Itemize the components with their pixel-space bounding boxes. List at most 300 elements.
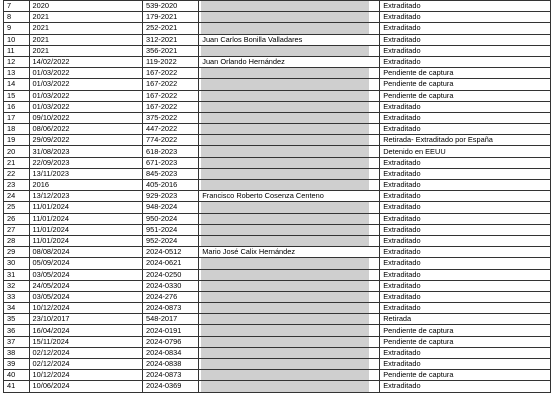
row-number-cell	[4, 168, 30, 179]
status-cell	[380, 280, 551, 291]
row-number-cell-text: 20	[7, 146, 16, 156]
date-cell	[29, 68, 142, 79]
redaction-block	[201, 79, 369, 89]
redaction-block	[201, 270, 369, 280]
date-cell-text: 01/03/2022	[32, 79, 70, 89]
date-cell	[29, 79, 142, 90]
table-row	[4, 258, 551, 269]
date-cell	[29, 112, 142, 123]
status-cell-text: Extraditado	[383, 213, 421, 223]
table-row	[4, 213, 551, 224]
date-cell-text: 02/12/2024	[32, 347, 70, 357]
case-number-cell-text: 2024-0873	[146, 303, 182, 313]
date-cell	[29, 1, 142, 12]
status-cell	[380, 180, 551, 191]
row-number-cell	[4, 280, 30, 291]
date-cell	[29, 56, 142, 67]
name-cell	[199, 303, 380, 314]
row-number-cell-text: 29	[7, 247, 16, 257]
row-number-cell-text: 11	[7, 45, 15, 55]
case-number-cell	[143, 124, 199, 135]
table-row	[4, 79, 551, 90]
status-cell-text: Extraditado	[383, 258, 421, 268]
redaction-block	[201, 158, 369, 168]
row-number-cell	[4, 23, 30, 34]
case-number-cell	[143, 269, 199, 280]
case-number-cell	[143, 247, 199, 258]
case-number-cell-text: 539-2020	[146, 1, 178, 11]
case-number-cell-text: 2024-0621	[146, 258, 182, 268]
case-number-cell-text: 948-2024	[146, 202, 178, 212]
status-cell	[380, 1, 551, 12]
date-cell	[29, 359, 142, 370]
redaction-block	[201, 68, 369, 78]
date-cell	[29, 146, 142, 157]
case-number-cell	[143, 191, 199, 202]
table-row	[4, 23, 551, 34]
name-cell	[199, 269, 380, 280]
name-cell	[199, 258, 380, 269]
status-cell-text: Extraditado	[383, 236, 421, 246]
table-row	[4, 347, 551, 358]
status-cell-text: Pendiente de captura	[383, 90, 454, 100]
case-number-cell	[143, 381, 199, 392]
date-cell	[29, 202, 142, 213]
name-cell	[199, 370, 380, 381]
table-row	[4, 34, 551, 45]
row-number-cell	[4, 79, 30, 90]
name-cell	[199, 280, 380, 291]
case-number-cell-text: 2024-0834	[146, 347, 182, 357]
name-cell	[199, 112, 380, 123]
date-cell	[29, 336, 142, 347]
case-number-cell-text: 167-2022	[146, 79, 178, 89]
case-number-cell-text: 2024-0369	[146, 381, 182, 391]
redaction-block	[201, 23, 369, 33]
row-number-cell-text: 19	[7, 135, 16, 145]
row-number-cell-text: 23	[7, 180, 16, 190]
status-cell	[380, 23, 551, 34]
status-cell	[380, 112, 551, 123]
name-cell	[199, 180, 380, 191]
row-number-cell-text: 13	[7, 68, 16, 78]
row-number-cell	[4, 12, 30, 23]
date-cell	[29, 280, 142, 291]
date-cell-text: 2016	[32, 180, 49, 190]
name-cell	[199, 34, 380, 45]
date-cell-text: 02/12/2024	[32, 359, 70, 369]
status-cell	[380, 146, 551, 157]
date-cell	[29, 90, 142, 101]
name-cell	[199, 1, 380, 12]
row-number-cell-text: 34	[7, 303, 16, 313]
redaction-block	[201, 292, 369, 302]
date-cell	[29, 247, 142, 258]
row-number-cell	[4, 291, 30, 302]
redaction-block	[201, 325, 369, 335]
case-number-cell	[143, 291, 199, 302]
status-cell	[380, 359, 551, 370]
case-number-cell	[143, 359, 199, 370]
case-number-cell	[143, 325, 199, 336]
case-number-cell	[143, 79, 199, 90]
status-cell-text: Extraditado	[383, 347, 421, 357]
name-cell	[199, 135, 380, 146]
table-row	[4, 269, 551, 280]
status-cell-text: Extraditado	[383, 202, 421, 212]
status-cell	[380, 314, 551, 325]
row-number-cell	[4, 112, 30, 123]
case-number-cell-text: 2024-0250	[146, 269, 182, 279]
status-cell-text: Extraditado	[383, 168, 421, 178]
case-number-cell	[143, 314, 199, 325]
case-number-cell-text: 119-2022	[146, 57, 177, 67]
case-number-cell	[143, 90, 199, 101]
status-cell	[380, 79, 551, 90]
date-cell-text: 01/03/2022	[32, 68, 70, 78]
row-number-cell-text: 35	[7, 314, 16, 324]
date-cell-text: 11/01/2024	[32, 224, 69, 234]
table-row	[4, 291, 551, 302]
row-number-cell-text: 17	[7, 112, 16, 122]
status-cell	[380, 269, 551, 280]
status-cell	[380, 325, 551, 336]
row-number-cell-text: 22	[7, 168, 16, 178]
case-number-cell	[143, 280, 199, 291]
date-cell-text: 11/01/2024	[32, 202, 69, 212]
table-row	[4, 157, 551, 168]
date-cell	[29, 325, 142, 336]
case-number-cell-text: 929-2023	[146, 191, 178, 201]
row-number-cell	[4, 202, 30, 213]
name-cell	[199, 359, 380, 370]
name-cell	[199, 146, 380, 157]
row-number-cell	[4, 135, 30, 146]
name-cell	[199, 79, 380, 90]
case-number-cell	[143, 68, 199, 79]
row-number-cell-text: 12	[7, 57, 16, 67]
status-cell	[380, 202, 551, 213]
row-number-cell-text: 39	[7, 359, 16, 369]
case-number-cell	[143, 370, 199, 381]
redaction-block	[201, 236, 369, 246]
status-cell	[380, 224, 551, 235]
name-cell	[199, 347, 380, 358]
case-number-cell	[143, 258, 199, 269]
table-row	[4, 247, 551, 258]
row-number-cell	[4, 235, 30, 246]
status-cell	[380, 381, 551, 392]
row-number-cell	[4, 303, 30, 314]
case-number-cell-text: 2024-0838	[146, 359, 182, 369]
date-cell	[29, 370, 142, 381]
row-number-cell	[4, 68, 30, 79]
status-cell-text: Extraditado	[383, 303, 421, 313]
status-cell-text: Detenido en EEUU	[383, 146, 446, 156]
name-cell	[199, 247, 380, 258]
status-cell	[380, 135, 551, 146]
case-number-cell	[143, 224, 199, 235]
row-number-cell-text: 28	[7, 236, 16, 246]
case-number-cell-text: 952-2024	[146, 236, 178, 246]
status-cell-text: Extraditado	[383, 12, 421, 22]
date-cell-text: 11/01/2024	[32, 213, 69, 223]
row-number-cell	[4, 45, 30, 56]
row-number-cell	[4, 336, 30, 347]
case-number-cell	[143, 45, 199, 56]
status-cell	[380, 90, 551, 101]
date-cell-text: 13/11/2023	[32, 168, 69, 178]
table-row	[4, 112, 551, 123]
date-cell	[29, 347, 142, 358]
case-number-cell-text: 2024-0330	[146, 280, 182, 290]
status-cell-text: Retirada- Extraditado por España	[383, 135, 493, 145]
date-cell	[29, 269, 142, 280]
status-cell	[380, 12, 551, 23]
row-number-cell-text: 30	[7, 258, 16, 268]
status-cell	[380, 34, 551, 45]
case-number-cell	[143, 12, 199, 23]
name-cell-text: Juan Carlos Bonilla Valladares	[202, 34, 303, 44]
name-cell-text: Francisco Roberto Cosenza Centeno	[202, 191, 324, 201]
table-row	[4, 370, 551, 381]
case-number-cell-text: 375-2022	[146, 112, 178, 122]
status-cell-text: Extraditado	[383, 124, 421, 134]
case-number-cell-text: 405-2016	[146, 180, 178, 190]
row-number-cell-text: 38	[7, 347, 16, 357]
name-cell	[199, 12, 380, 23]
case-number-cell	[143, 157, 199, 168]
row-number-cell-text: 7	[7, 1, 12, 11]
case-number-cell	[143, 135, 199, 146]
table-row	[4, 325, 551, 336]
name-cell-text: Mario José Calix Hernández	[202, 247, 296, 257]
case-number-cell-text: 167-2022	[146, 68, 178, 78]
case-number-cell-text: 548-2017	[146, 314, 178, 324]
date-cell-text: 23/10/2017	[32, 314, 70, 324]
row-number-cell	[4, 381, 30, 392]
redaction-block	[201, 169, 369, 179]
status-cell-text: Extraditado	[383, 224, 421, 234]
row-number-cell-text: 33	[7, 291, 16, 301]
date-cell	[29, 235, 142, 246]
date-cell-text: 05/09/2024	[32, 258, 70, 268]
row-number-cell-text: 25	[7, 202, 16, 212]
name-cell	[199, 101, 380, 112]
name-cell	[199, 381, 380, 392]
table-row	[4, 180, 551, 191]
date-cell-text: 2021	[32, 45, 49, 55]
status-cell	[380, 235, 551, 246]
row-number-cell-text: 8	[7, 12, 12, 22]
table-row	[4, 1, 551, 12]
table-row	[4, 12, 551, 23]
case-number-cell	[143, 168, 199, 179]
status-cell	[380, 347, 551, 358]
status-cell-text: Extraditado	[383, 157, 421, 167]
table-row	[4, 168, 551, 179]
status-cell	[380, 247, 551, 258]
date-cell-text: 22/09/2023	[32, 157, 70, 167]
status-cell-text: Extraditado	[383, 23, 421, 33]
case-number-cell-text: 356-2021	[146, 45, 178, 55]
case-number-cell	[143, 303, 199, 314]
status-cell	[380, 101, 551, 112]
row-number-cell	[4, 224, 30, 235]
status-cell	[380, 45, 551, 56]
case-number-cell-text: 167-2022	[146, 90, 178, 100]
case-number-cell-text: 950-2024	[146, 213, 178, 223]
status-cell-text: Extraditado	[383, 280, 421, 290]
date-cell	[29, 45, 142, 56]
date-cell	[29, 381, 142, 392]
date-cell	[29, 168, 142, 179]
redaction-block	[201, 202, 369, 212]
row-number-cell-text: 24	[7, 191, 16, 201]
status-cell-text: Retirada	[383, 314, 412, 324]
name-cell	[199, 23, 380, 34]
row-number-cell-text: 32	[7, 280, 16, 290]
date-cell-text: 15/11/2024	[32, 336, 69, 346]
status-cell-text: Extraditado	[383, 45, 421, 55]
name-cell-text: Juan Orlando Hernández	[202, 57, 285, 67]
row-number-cell	[4, 1, 30, 12]
status-cell-text: Pendiente de captura	[383, 325, 454, 335]
case-number-cell	[143, 1, 199, 12]
status-cell-text: Pendiente de captura	[383, 68, 454, 78]
status-cell-text: Pendiente de captura	[383, 336, 454, 346]
date-cell-text: 2021	[32, 12, 49, 22]
name-cell	[199, 235, 380, 246]
row-number-cell-text: 16	[7, 101, 16, 111]
redaction-block	[201, 381, 369, 391]
date-cell-text: 10/06/2024	[32, 381, 70, 391]
row-number-cell-text: 21	[7, 157, 16, 167]
row-number-cell-text: 10	[7, 34, 16, 44]
row-number-cell	[4, 191, 30, 202]
name-cell	[199, 291, 380, 302]
name-cell	[199, 191, 380, 202]
table-row	[4, 146, 551, 157]
redaction-block	[201, 258, 369, 268]
redaction-block	[201, 348, 369, 358]
status-cell	[380, 124, 551, 135]
case-number-cell	[143, 180, 199, 191]
date-cell	[29, 124, 142, 135]
table-row	[4, 224, 551, 235]
date-cell-text: 09/10/2022	[32, 112, 70, 122]
status-cell	[380, 68, 551, 79]
name-cell	[199, 336, 380, 347]
date-cell-text: 08/08/2024	[32, 247, 70, 257]
case-number-cell-text: 951-2024	[146, 224, 178, 234]
redaction-block	[201, 314, 369, 324]
case-number-cell-text: 671-2023	[146, 157, 178, 167]
case-number-cell-text: 252-2021	[146, 23, 178, 33]
redaction-block	[201, 46, 369, 56]
row-number-cell-text: 40	[7, 370, 16, 380]
status-cell	[380, 157, 551, 168]
table-row	[4, 235, 551, 246]
status-cell	[380, 336, 551, 347]
row-number-cell	[4, 325, 30, 336]
case-number-cell	[143, 56, 199, 67]
date-cell	[29, 314, 142, 325]
status-cell-text: Extraditado	[383, 57, 421, 67]
table-row	[4, 303, 551, 314]
case-number-cell-text: 2024-0512	[146, 247, 182, 257]
case-number-cell-text: 2024-0796	[146, 336, 182, 346]
name-cell	[199, 325, 380, 336]
name-cell	[199, 168, 380, 179]
table-row	[4, 56, 551, 67]
table-row	[4, 280, 551, 291]
row-number-cell	[4, 359, 30, 370]
name-cell	[199, 202, 380, 213]
status-cell-text: Extraditado	[383, 1, 421, 11]
date-cell	[29, 23, 142, 34]
case-number-cell	[143, 347, 199, 358]
case-number-cell-text: 2024-276	[146, 291, 178, 301]
case-number-cell-text: 845-2023	[146, 168, 178, 178]
row-number-cell-text: 15	[7, 90, 16, 100]
row-number-cell-text: 14	[7, 79, 16, 89]
name-cell	[199, 124, 380, 135]
date-cell	[29, 291, 142, 302]
case-number-cell-text: 179-2021	[146, 12, 178, 22]
redaction-block	[201, 91, 369, 101]
row-number-cell	[4, 157, 30, 168]
status-cell-text: Extraditado	[383, 381, 421, 391]
status-cell	[380, 370, 551, 381]
date-cell-text: 24/05/2024	[32, 280, 70, 290]
row-number-cell-text: 26	[7, 213, 16, 223]
status-cell	[380, 213, 551, 224]
case-number-cell	[143, 235, 199, 246]
status-cell-text: Pendiente de captura	[383, 370, 454, 380]
case-number-cell	[143, 34, 199, 45]
redaction-block	[201, 135, 369, 145]
row-number-cell	[4, 124, 30, 135]
date-cell-text: 31/08/2023	[32, 146, 70, 156]
row-number-cell	[4, 347, 30, 358]
redaction-block	[201, 124, 369, 134]
case-number-cell-text: 618-2023	[146, 146, 178, 156]
status-cell-text: Extraditado	[383, 359, 421, 369]
table-row	[4, 101, 551, 112]
table-row	[4, 135, 551, 146]
date-cell-text: 14/02/2022	[32, 57, 70, 67]
row-number-cell	[4, 269, 30, 280]
name-cell	[199, 90, 380, 101]
case-number-cell	[143, 146, 199, 157]
case-number-cell	[143, 23, 199, 34]
status-cell-text: Extraditado	[383, 269, 421, 279]
date-cell	[29, 12, 142, 23]
date-cell-text: 29/09/2022	[32, 135, 70, 145]
date-cell	[29, 224, 142, 235]
status-cell-text: Pendiente de captura	[383, 79, 454, 89]
row-number-cell	[4, 90, 30, 101]
table-row	[4, 68, 551, 79]
extradition-table	[3, 0, 551, 393]
row-number-cell	[4, 56, 30, 67]
date-cell-text: 08/06/2022	[32, 124, 70, 134]
status-cell-text: Extraditado	[383, 34, 421, 44]
date-cell	[29, 191, 142, 202]
row-number-cell	[4, 314, 30, 325]
status-cell	[380, 258, 551, 269]
